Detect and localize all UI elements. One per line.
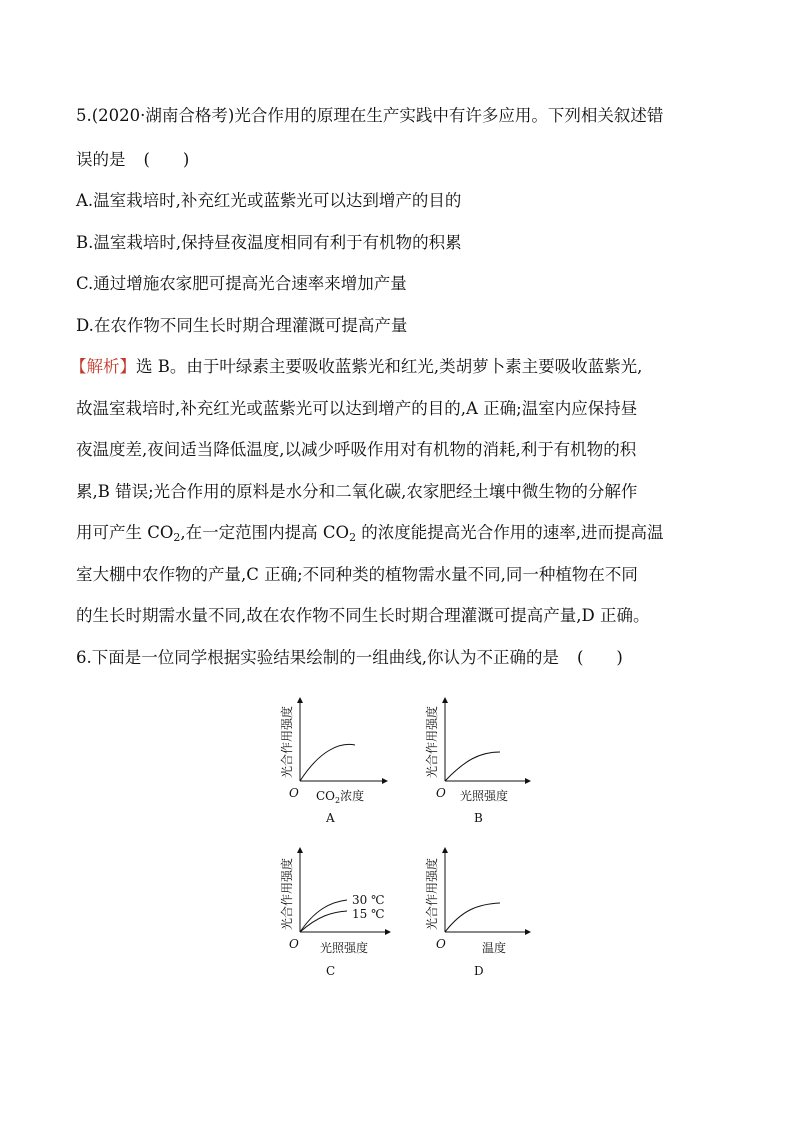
graph-b-origin: O (436, 786, 446, 800)
q6-answer-paren: ( ) (577, 648, 623, 667)
subscript: 2 (173, 531, 181, 544)
graph-a-y-label: 光合作用强度 (280, 705, 294, 778)
q5-option-c: C.通过增施农家肥可提高光合速率来增加产量 (76, 274, 407, 293)
graph-a-caption: A (326, 811, 335, 825)
graph-b (424, 700, 528, 825)
q5-option-b: B.温室栽培时,保持昼夜温度相同有利于有机物的积累 (76, 233, 462, 252)
q5-analysis-line3: 夜温度差,夜间适当降低温度,以减少呼吸作用对有机物的消耗,利于有机物的积 (76, 440, 637, 459)
graph-d (424, 850, 528, 978)
graph-c-x-label: 光照强度 (320, 941, 369, 955)
q5-analysis-line4: 累,B 错误;光合作用的原料是水分和二氧化碳,农家肥经土壤中微生物的分解作 (76, 482, 638, 501)
graph-c-label-low: 15 ℃ (352, 907, 385, 921)
q6-stem (76, 648, 623, 668)
q5-analysis-line2: 故温室栽培时,补充红光或蓝紫光可以达到增产的目的,A 正确;温室内应保持昼 (76, 399, 638, 418)
analysis-text: 选 B。由于叶绿素主要吸收蓝紫光和红光,类胡萝卜素主要吸收蓝紫光, (136, 357, 643, 376)
q5-analysis-line6: 室大棚中农作物的产量,C 正确;不同种类的植物需水量不同,同一种植物在不同 (76, 565, 638, 584)
q5-stem-tail: 误的是 (76, 150, 126, 169)
q5-stem-line1: 5.(2020·湖南合格考)光合作用的原理在生产实践中有许多应用。下列相关叙述错 (76, 106, 664, 125)
graph-a-origin: O (289, 786, 299, 800)
graph-b-y-label: 光合作用强度 (425, 705, 439, 778)
analysis-text: ,在一定范围内提高 CO (180, 523, 350, 542)
graph-d-x-label: 温度 (482, 941, 507, 955)
q5-option-a: A.温室栽培时,补充红光或蓝紫光可以达到增产的目的 (76, 191, 462, 210)
graph-d-curve (445, 903, 500, 932)
q5-answer-paren: ( ) (143, 150, 190, 169)
graph-c-label-high: 30 ℃ (352, 893, 385, 907)
q6-stem-text: 6.下面是一位同学根据实验结果绘制的一组曲线,你认为不正确的是 (76, 648, 559, 667)
graph-c (279, 850, 388, 978)
analysis-text: 用可产生 CO (76, 523, 174, 542)
analysis-tag: 【解析】 (70, 357, 136, 376)
graph-c-curve-high (300, 900, 347, 932)
graph-b-curve (445, 752, 500, 781)
graph-c-y-label: 光合作用强度 (280, 857, 294, 930)
q5-stem-line2 (76, 150, 189, 170)
graph-b-x-label: 光照强度 (460, 789, 509, 803)
graph-d-origin: O (436, 937, 446, 951)
q5-analysis-line1 (70, 357, 642, 377)
q5-analysis-line7: 的生长时期需水量不同,故在农作物不同生长时期合理灌溉可提高产量,D 正确。 (76, 606, 650, 625)
graph-a (279, 700, 385, 825)
graph-a-x-label: $CO_2$浓度 (316, 789, 365, 805)
graph-c-caption: C (326, 964, 336, 978)
graph-a-curve (300, 744, 355, 781)
graph-c-origin: O (289, 937, 299, 951)
q5-analysis-line5 (76, 523, 664, 548)
graph-c-curve-low (300, 911, 347, 932)
analysis-text: 的浓度能提高光合作用的速率,进而提高温 (356, 523, 664, 542)
graph-d-y-label: 光合作用强度 (425, 857, 439, 930)
graph-b-caption: B (474, 811, 483, 825)
q5-option-d: D.在农作物不同生长时期合理灌溉可提高产量 (76, 316, 408, 335)
subscript: 2 (349, 531, 357, 544)
graph-d-caption: D (474, 964, 484, 978)
